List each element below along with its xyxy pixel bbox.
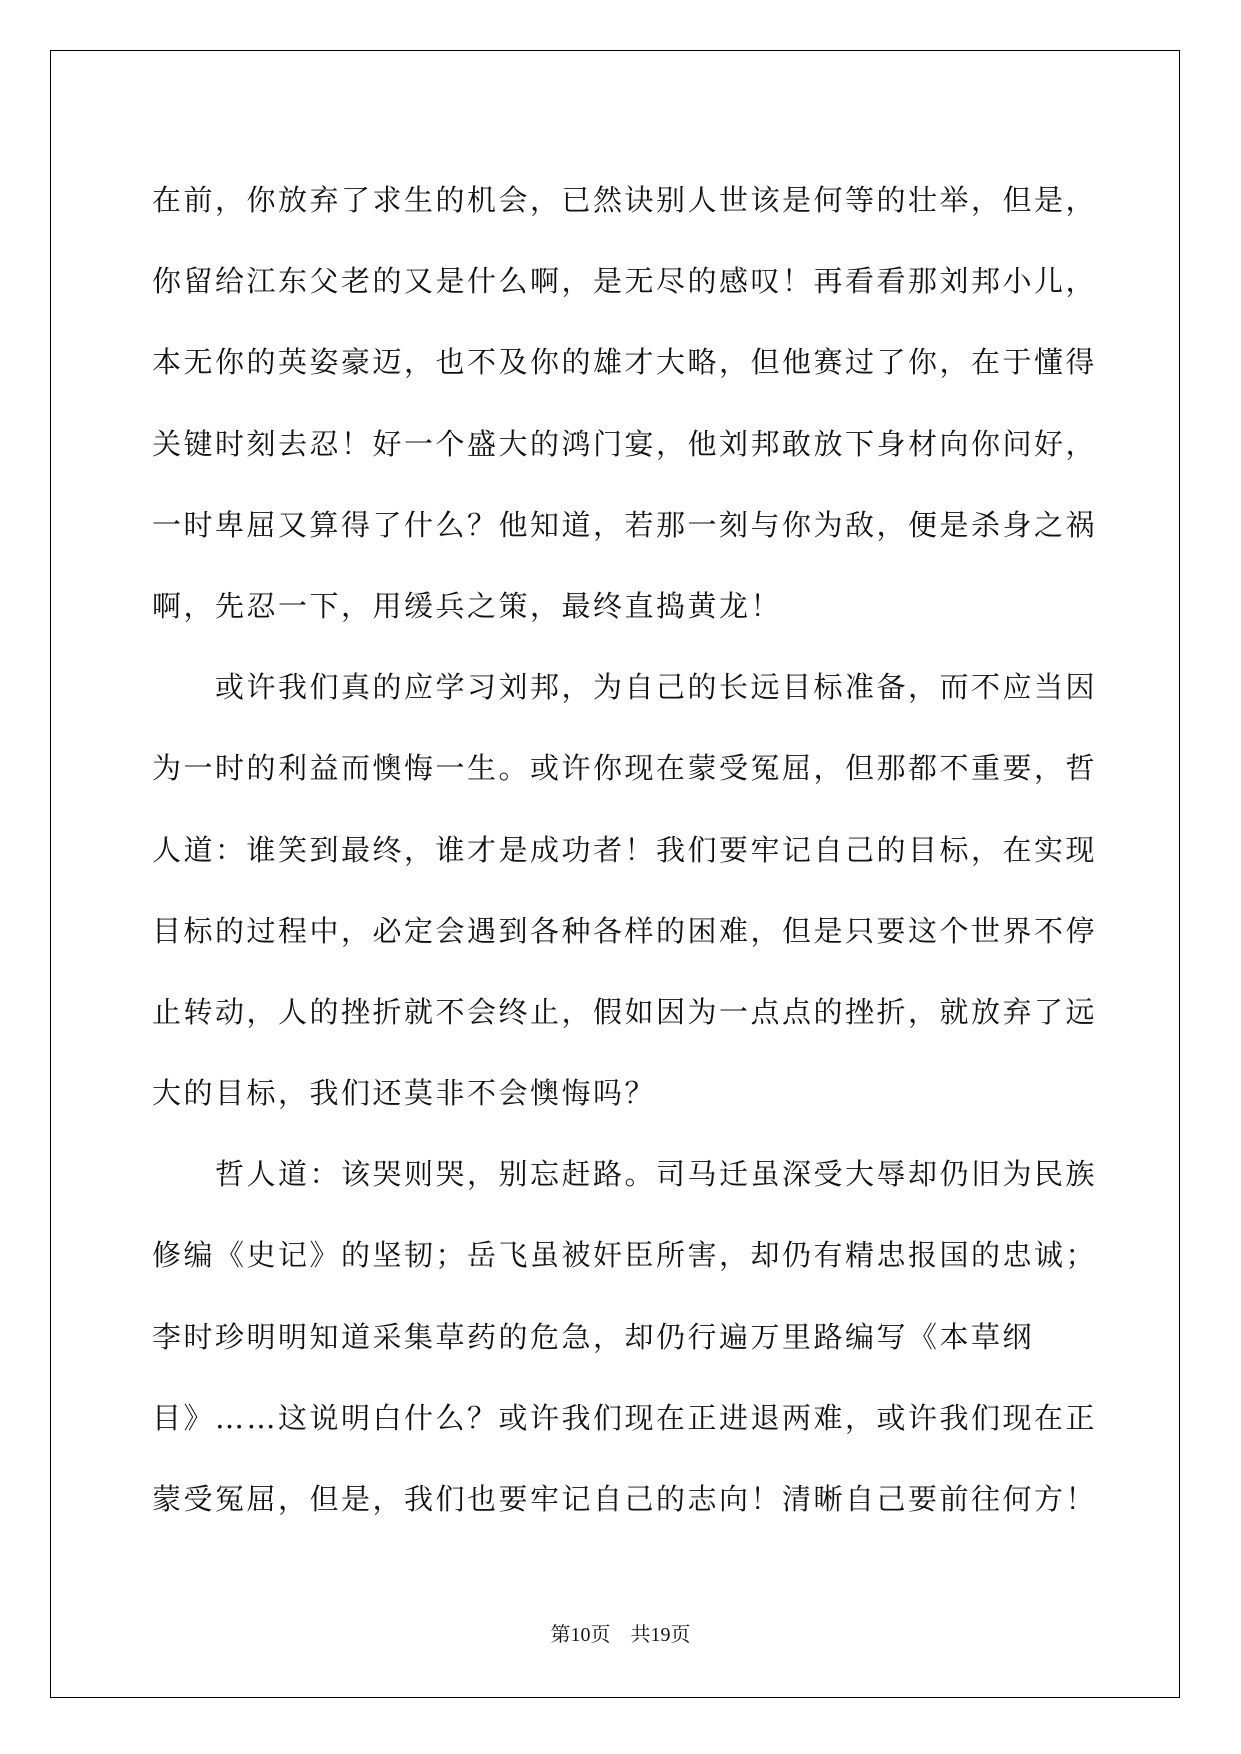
text-line: 人道：谁笑到最终，谁才是成功者！我们要牢记自己的目标，在实现 [152, 832, 1098, 867]
text-line: 李时珍明明知道采集草药的危急，却仍行遍万里路编写《本草纲 [152, 1319, 1035, 1354]
text-line: 哲人道：该哭则哭，别忘赶路。司马迁虽深受大辱却仍旧为民族 [152, 1157, 1098, 1192]
document-body [152, 160, 1098, 1540]
text-line: 关键时刻去忍！好一个盛大的鸿门宴，他刘邦敢放下身材向你问好， [152, 426, 1098, 461]
text-line: 你留给江东父老的又是什么啊，是无尽的感叹！再看看那刘邦小儿， [152, 264, 1098, 299]
text-line: 或许我们真的应学习刘邦，为自己的长远目标准备，而不应当因 [152, 670, 1098, 705]
text-line: 目标的过程中，必定会遇到各种各样的困难，但是只要这个世界不停 [152, 913, 1098, 948]
text-line: 本无你的英姿豪迈，也不及你的雄才大略，但他赛过了你，在于懂得 [152, 345, 1098, 380]
text-line: 蒙受冤屈，但是，我们也要牢记自己的志向！清晰自己要前往何方！ [152, 1482, 1098, 1516]
text-line: 修编《史记》的坚韧；岳飞虽被奸臣所害，却仍有精忠报国的忠诚； [152, 1238, 1098, 1273]
text-line: 在前，你放弃了求生的机会，已然诀别人世该是何等的壮举，但是， [152, 183, 1098, 217]
text-line: 一时卑屈又算得了什么？他知道，若那一刻与你为敌，便是杀身之祸 [152, 507, 1098, 542]
page-number: 第10页 共19页 [550, 1624, 691, 1646]
text-line: 啊，先忍一下，用缓兵之策，最终直捣黄龙！ [152, 588, 783, 623]
text-line: 为一时的利益而懊悔一生。或许你现在蒙受冤屈，但那都不重要，哲 [152, 751, 1098, 786]
text-line: 止转动，人的挫折就不会终止，假如因为一点点的挫折，就放弃了远 [152, 994, 1098, 1029]
text-line: 大的目标，我们还莫非不会懊悔吗？ [152, 1076, 657, 1111]
text-line: 目》……这说明白什么？或许我们现在正进退两难，或许我们现在正 [152, 1400, 1098, 1435]
